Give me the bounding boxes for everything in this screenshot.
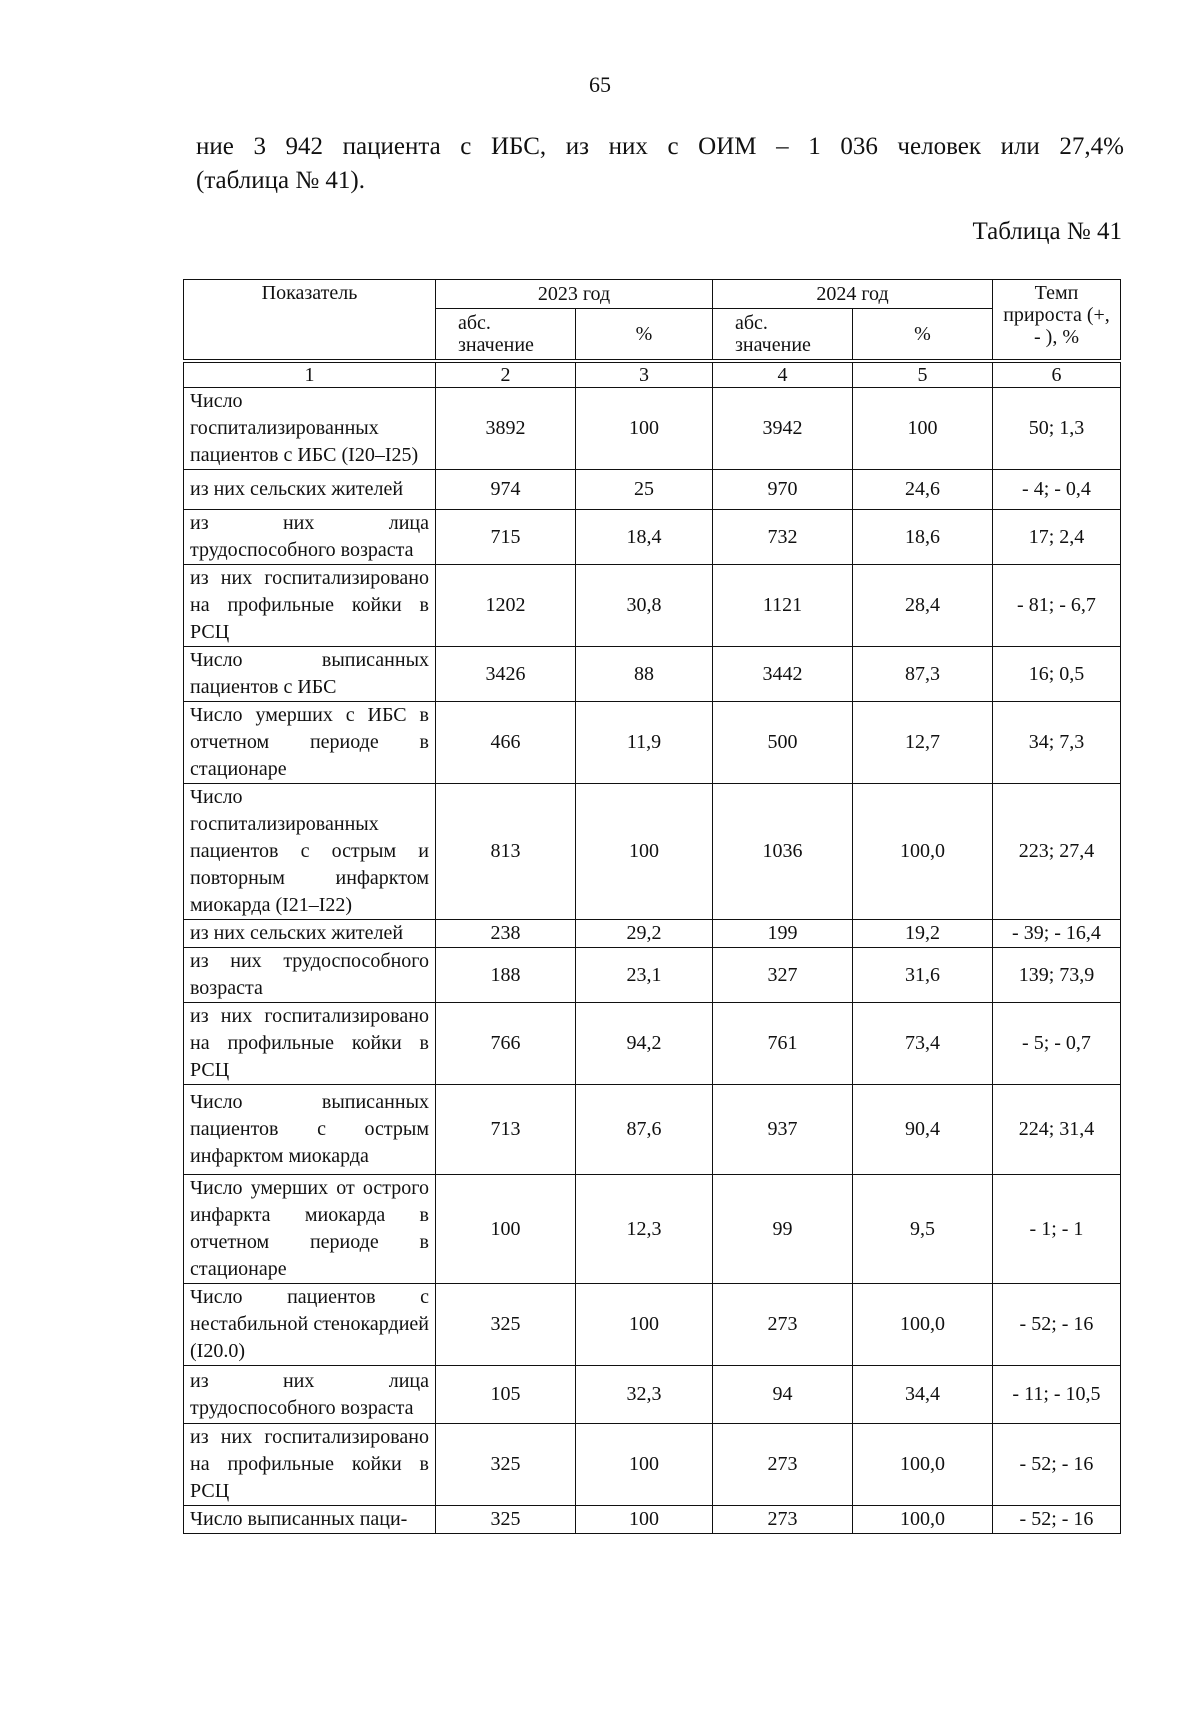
cell-pct-2024: 12,7	[853, 702, 993, 784]
cell-growth: 34; 7,3	[993, 702, 1121, 784]
header-year-2023: 2023 год	[436, 280, 713, 309]
cell-pct-2023: 94,2	[576, 1003, 713, 1085]
intro-line-1: ние 3 942 пациента с ИБС, из них с ОИМ – 1 036 человек или 27,4%	[196, 133, 1124, 160]
cell-abs-2024: 273	[713, 1424, 853, 1506]
cell-growth: - 39; - 16,4	[993, 920, 1121, 948]
cell-growth: 17; 2,4	[993, 510, 1121, 565]
cell-pct-2023: 23,1	[576, 948, 713, 1003]
column-number: 1	[184, 361, 436, 388]
column-number: 4	[713, 361, 853, 388]
cell-abs-2024: 1036	[713, 784, 853, 920]
cell-abs-2024: 94	[713, 1366, 853, 1424]
cell-pct-2024: 100,0	[853, 1284, 993, 1366]
table-row	[184, 388, 1121, 470]
row-label: из них госпитализировано на профильные койки в РСЦ	[184, 1003, 436, 1085]
row-label: Число госпитализированных пациентов с ИБС (I20–I25)	[184, 388, 436, 470]
table-row	[184, 1284, 1121, 1366]
table-caption: Таблица № 41	[972, 218, 1122, 245]
intro-paragraph	[196, 130, 1124, 198]
cell-pct-2023: 100	[576, 1424, 713, 1506]
data-table	[183, 279, 1121, 1534]
cell-pct-2023: 100	[576, 1506, 713, 1534]
cell-growth: 223; 27,4	[993, 784, 1121, 920]
row-label: из них госпитализировано на профильные койки в РСЦ	[184, 565, 436, 647]
table-row	[184, 1506, 1121, 1534]
cell-pct-2023: 18,4	[576, 510, 713, 565]
table-row	[184, 1003, 1121, 1085]
column-number: 3	[576, 361, 713, 388]
cell-pct-2023: 30,8	[576, 565, 713, 647]
cell-abs-2023: 813	[436, 784, 576, 920]
cell-growth: - 52; - 16	[993, 1284, 1121, 1366]
column-number-row	[184, 361, 1121, 388]
table-row	[184, 1175, 1121, 1284]
cell-pct-2023: 11,9	[576, 702, 713, 784]
cell-abs-2023: 325	[436, 1284, 576, 1366]
cell-abs-2023: 325	[436, 1506, 576, 1534]
cell-pct-2024: 100,0	[853, 784, 993, 920]
cell-abs-2024: 970	[713, 470, 853, 510]
cell-abs-2023: 974	[436, 470, 576, 510]
row-label: Число выписанных пациентов с ИБС	[184, 647, 436, 702]
header-pct-2023: %	[576, 309, 713, 362]
table-row	[184, 784, 1121, 920]
column-number: 2	[436, 361, 576, 388]
cell-abs-2023: 715	[436, 510, 576, 565]
cell-pct-2023: 100	[576, 388, 713, 470]
cell-abs-2024: 732	[713, 510, 853, 565]
cell-growth: - 52; - 16	[993, 1506, 1121, 1534]
header-year-2024: 2024 год	[713, 280, 993, 309]
header-abs-2023: абс. значение	[436, 309, 576, 362]
row-label: Число выписанных паци-	[184, 1506, 436, 1534]
cell-pct-2023: 12,3	[576, 1175, 713, 1284]
row-label: из них сельских жителей	[184, 920, 436, 948]
intro-line-2: (таблица № 41).	[196, 167, 366, 194]
cell-growth: - 4; - 0,4	[993, 470, 1121, 510]
cell-abs-2023: 188	[436, 948, 576, 1003]
cell-abs-2024: 3442	[713, 647, 853, 702]
row-label: Число умерших от острого инфаркта миокарда в отчетном периоде в стационаре	[184, 1175, 436, 1284]
table-row	[184, 510, 1121, 565]
cell-pct-2024: 73,4	[853, 1003, 993, 1085]
cell-pct-2023: 100	[576, 1284, 713, 1366]
cell-pct-2024: 90,4	[853, 1085, 993, 1175]
cell-pct-2024: 19,2	[853, 920, 993, 948]
header-indicator: Показатель	[184, 280, 436, 362]
row-label: Число выписанных пациентов с острым инфарктом миокарда	[184, 1085, 436, 1175]
cell-growth: 16; 0,5	[993, 647, 1121, 702]
row-label: из них госпитализировано на профильные койки в РСЦ	[184, 1424, 436, 1506]
cell-pct-2023: 87,6	[576, 1085, 713, 1175]
cell-growth: - 52; - 16	[993, 1424, 1121, 1506]
header-pct-2024: %	[853, 309, 993, 362]
cell-abs-2023: 325	[436, 1424, 576, 1506]
cell-pct-2024: 24,6	[853, 470, 993, 510]
row-label: из них сельских жителей	[184, 470, 436, 510]
row-label: Число пациентов с нестабильной стенокардией (I20.0)	[184, 1284, 436, 1366]
cell-abs-2023: 3892	[436, 388, 576, 470]
row-label: из них трудоспособного возраста	[184, 948, 436, 1003]
table-row	[184, 948, 1121, 1003]
row-label: Число умерших с ИБС в отчетном периоде в стационаре	[184, 702, 436, 784]
header-row-years	[184, 280, 1121, 309]
cell-abs-2023: 105	[436, 1366, 576, 1424]
cell-abs-2024: 1121	[713, 565, 853, 647]
cell-pct-2023: 88	[576, 647, 713, 702]
cell-abs-2023: 766	[436, 1003, 576, 1085]
cell-abs-2024: 761	[713, 1003, 853, 1085]
cell-abs-2024: 500	[713, 702, 853, 784]
cell-abs-2024: 199	[713, 920, 853, 948]
cell-pct-2024: 100,0	[853, 1424, 993, 1506]
row-label: Число госпитализированных пациентов с острым и повторным инфарктом миокарда (I21–I22)	[184, 784, 436, 920]
table-row	[184, 702, 1121, 784]
cell-abs-2024: 99	[713, 1175, 853, 1284]
column-number: 6	[993, 361, 1121, 388]
cell-growth: - 5; - 0,7	[993, 1003, 1121, 1085]
table-row	[184, 470, 1121, 510]
cell-pct-2024: 34,4	[853, 1366, 993, 1424]
header-growth-rate: Темп прироста (+, - ), %	[993, 280, 1121, 362]
cell-abs-2023: 466	[436, 702, 576, 784]
cell-pct-2024: 100,0	[853, 1506, 993, 1534]
cell-pct-2024: 18,6	[853, 510, 993, 565]
table-row	[184, 920, 1121, 948]
cell-growth: - 1; - 1	[993, 1175, 1121, 1284]
cell-abs-2024: 327	[713, 948, 853, 1003]
cell-growth: 224; 31,4	[993, 1085, 1121, 1175]
header-abs-2024: абс. значение	[713, 309, 853, 362]
table-row	[184, 647, 1121, 702]
cell-growth: 50; 1,3	[993, 388, 1121, 470]
cell-pct-2024: 100	[853, 388, 993, 470]
cell-growth: - 81; - 6,7	[993, 565, 1121, 647]
cell-growth: 139; 73,9	[993, 948, 1121, 1003]
cell-pct-2024: 28,4	[853, 565, 993, 647]
table-row	[184, 1366, 1121, 1424]
cell-pct-2023: 25	[576, 470, 713, 510]
cell-pct-2024: 31,6	[853, 948, 993, 1003]
cell-abs-2024: 937	[713, 1085, 853, 1175]
table-row	[184, 565, 1121, 647]
cell-pct-2024: 87,3	[853, 647, 993, 702]
cell-growth: - 11; - 10,5	[993, 1366, 1121, 1424]
cell-abs-2024: 273	[713, 1506, 853, 1534]
row-label: из них лица трудоспособного возраста	[184, 510, 436, 565]
page-number: 65	[589, 72, 611, 97]
table-row	[184, 1085, 1121, 1175]
cell-abs-2023: 1202	[436, 565, 576, 647]
cell-abs-2023: 238	[436, 920, 576, 948]
table-row	[184, 1424, 1121, 1506]
cell-abs-2023: 100	[436, 1175, 576, 1284]
cell-pct-2023: 29,2	[576, 920, 713, 948]
column-number: 5	[853, 361, 993, 388]
cell-abs-2023: 713	[436, 1085, 576, 1175]
cell-pct-2024: 9,5	[853, 1175, 993, 1284]
cell-pct-2023: 100	[576, 784, 713, 920]
cell-abs-2024: 273	[713, 1284, 853, 1366]
cell-pct-2023: 32,3	[576, 1366, 713, 1424]
cell-abs-2023: 3426	[436, 647, 576, 702]
row-label: из них лица трудоспособного возраста	[184, 1366, 436, 1424]
cell-abs-2024: 3942	[713, 388, 853, 470]
